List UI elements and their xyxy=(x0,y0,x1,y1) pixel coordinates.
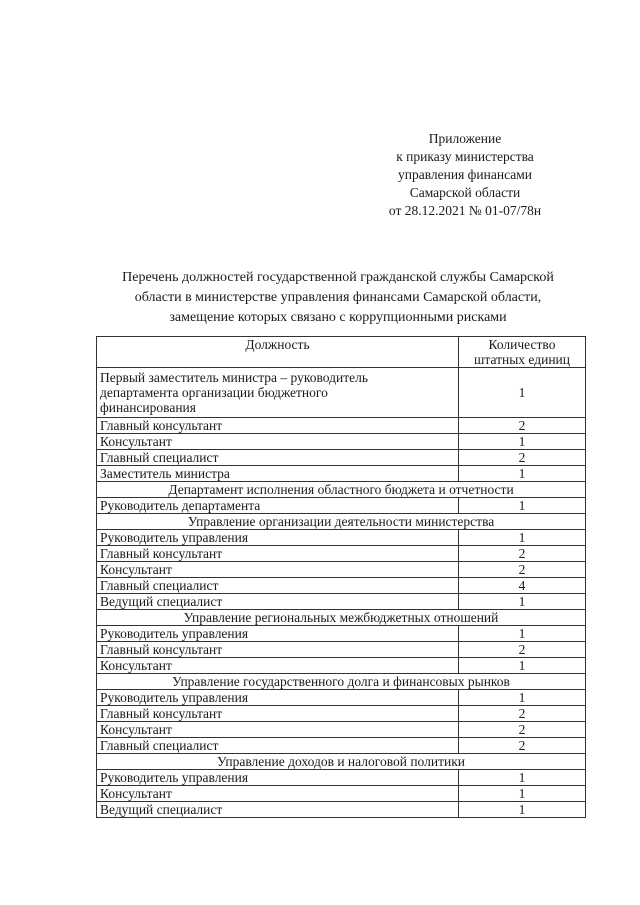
position-line: Руководитель управления xyxy=(100,770,249,785)
position-line: Главный консультант xyxy=(100,418,223,433)
position-cell xyxy=(97,418,459,434)
table-row xyxy=(97,466,586,482)
position-cell xyxy=(97,642,459,658)
position-line: департамента организации бюджетного xyxy=(100,385,328,400)
count-cell: 1 xyxy=(459,690,586,706)
position-line: Консультант xyxy=(100,434,172,449)
column-header-count-line: штатных единиц xyxy=(473,352,570,367)
table-row xyxy=(97,450,586,466)
count-cell: 1 xyxy=(459,466,586,482)
position-line: Главный консультант xyxy=(100,642,223,657)
section-label: Управление организации деятельности министерства xyxy=(97,514,586,530)
table-row xyxy=(97,770,586,786)
title-line: области в министерстве управления финансами Самарской области, xyxy=(134,290,542,305)
count-cell: 1 xyxy=(459,626,586,642)
position-line: Консультант xyxy=(100,562,172,577)
table-row xyxy=(97,368,586,418)
table-row xyxy=(97,658,586,674)
position-cell xyxy=(97,786,459,802)
position-line: Руководитель управления xyxy=(100,626,249,641)
section-label: Управление доходов и налоговой политики xyxy=(97,754,586,770)
position-cell xyxy=(97,530,459,546)
section-label: Управление региональных межбюджетных отношений xyxy=(97,610,586,626)
position-cell xyxy=(97,498,459,514)
appendix-line: управления финансами xyxy=(397,167,532,182)
position-cell xyxy=(97,594,459,610)
position-cell xyxy=(97,770,459,786)
count-cell: 1 xyxy=(459,802,586,818)
section-label: Управление государственного долга и финансовых рынков xyxy=(97,674,586,690)
count-cell: 2 xyxy=(459,562,586,578)
position-line: Консультант xyxy=(100,722,172,737)
position-cell xyxy=(97,738,459,754)
position-cell xyxy=(97,450,459,466)
count-cell: 1 xyxy=(459,770,586,786)
position-line: Руководитель управления xyxy=(100,690,249,705)
count-cell: 2 xyxy=(459,418,586,434)
position-line: финансирования xyxy=(100,400,196,415)
appendix-line: к приказу министерства xyxy=(396,149,534,164)
position-line: Заместитель министра xyxy=(100,466,230,481)
count-cell: 1 xyxy=(459,434,586,450)
position-line: Руководитель управления xyxy=(100,530,249,545)
count-cell: 1 xyxy=(459,368,586,418)
section-row xyxy=(97,754,586,770)
table-row xyxy=(97,594,586,610)
table-row xyxy=(97,498,586,514)
table-body xyxy=(97,368,586,818)
position-cell xyxy=(97,546,459,562)
position-cell xyxy=(97,706,459,722)
count-cell: 1 xyxy=(459,786,586,802)
document-title xyxy=(88,268,588,328)
position-line: Ведущий специалист xyxy=(100,594,223,609)
position-line: Главный консультант xyxy=(100,546,223,561)
position-cell xyxy=(97,722,459,738)
appendix-block xyxy=(360,130,570,220)
table-row xyxy=(97,626,586,642)
appendix-line: от 28.12.2021 № 01-07/78н xyxy=(388,203,542,218)
position-line: Главный специалист xyxy=(100,738,219,753)
table-row xyxy=(97,802,586,818)
table-row xyxy=(97,562,586,578)
column-header-position: Должность xyxy=(97,337,459,368)
table-row xyxy=(97,690,586,706)
appendix-line: Приложение xyxy=(428,131,502,146)
table-row xyxy=(97,738,586,754)
position-line: Консультант xyxy=(100,658,172,673)
table-header-row xyxy=(97,337,586,368)
section-row xyxy=(97,674,586,690)
count-cell: 1 xyxy=(459,658,586,674)
position-line: Консультант xyxy=(100,786,172,801)
count-cell: 2 xyxy=(459,450,586,466)
title-line: Перечень должностей государственной гражданской службы Самарской xyxy=(122,270,554,285)
column-header-count-line: Количество xyxy=(488,337,556,352)
table-row xyxy=(97,642,586,658)
title-line: замещение которых связано с коррупционными рисками xyxy=(169,310,507,325)
position-cell xyxy=(97,466,459,482)
table-row xyxy=(97,530,586,546)
section-label: Департамент исполнения областного бюджета и отчетности xyxy=(97,482,586,498)
position-cell xyxy=(97,578,459,594)
position-cell xyxy=(97,368,459,418)
position-cell xyxy=(97,562,459,578)
section-row xyxy=(97,610,586,626)
count-cell: 1 xyxy=(459,498,586,514)
count-cell: 1 xyxy=(459,530,586,546)
count-cell: 2 xyxy=(459,738,586,754)
position-cell xyxy=(97,626,459,642)
positions-table xyxy=(96,336,586,818)
table-row xyxy=(97,722,586,738)
appendix-line: Самарской области xyxy=(409,185,521,200)
count-cell: 2 xyxy=(459,642,586,658)
count-cell: 2 xyxy=(459,722,586,738)
position-cell xyxy=(97,690,459,706)
position-line: Руководитель департамента xyxy=(100,498,261,513)
count-cell: 4 xyxy=(459,578,586,594)
position-cell xyxy=(97,802,459,818)
position-line: Главный специалист xyxy=(100,450,219,465)
position-line: Ведущий специалист xyxy=(100,802,223,817)
table-row xyxy=(97,578,586,594)
table-row xyxy=(97,434,586,450)
position-line: Главный специалист xyxy=(100,578,219,593)
position-cell xyxy=(97,434,459,450)
position-line: Первый заместитель министра – руководитель xyxy=(100,370,368,385)
position-line: Главный консультант xyxy=(100,706,223,721)
position-cell xyxy=(97,658,459,674)
section-row xyxy=(97,482,586,498)
table-row xyxy=(97,786,586,802)
table-row xyxy=(97,706,586,722)
table-row xyxy=(97,546,586,562)
section-row xyxy=(97,514,586,530)
count-cell: 1 xyxy=(459,594,586,610)
table-row xyxy=(97,418,586,434)
count-cell: 2 xyxy=(459,546,586,562)
count-cell: 2 xyxy=(459,706,586,722)
column-header-count xyxy=(459,337,586,368)
